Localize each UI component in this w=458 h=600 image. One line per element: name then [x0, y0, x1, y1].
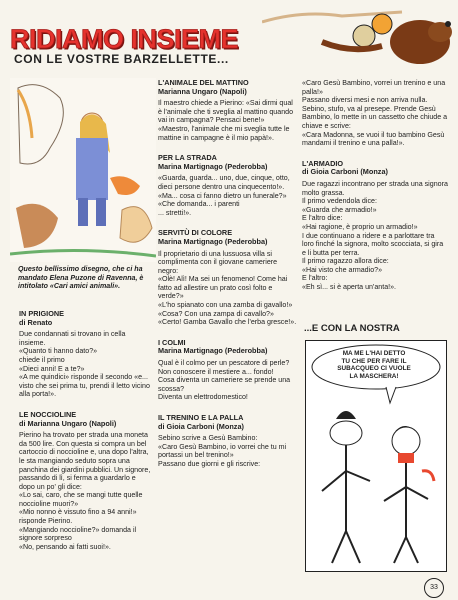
page-number: 33 [424, 578, 444, 598]
speech-bubble-text: MA ME L'HAI DETTO TU CHE PER FARE IL SUBACQUEO CI VUOLE LA MASCHERA! [337, 350, 411, 380]
joke-author: Marina Martignago (Pederobba) [158, 161, 268, 171]
joke-author: Marina Martignago (Pederobba) [158, 346, 268, 356]
page-title: RIDIAMO INSIEME [10, 24, 239, 54]
joke-armadio [302, 160, 448, 292]
header-animals-illustration [262, 2, 458, 74]
joke-text: Il proprietario di una lussuosa villa si complimenta con il giovane cameriere negro: «Olè! Alì! Ma sei un fenomeno! Come hai fatto ad allestire un prato così folto e verde?» «L'ho spianato con una zamba di gavallo!» «Cosa? Con una zampa di cavallo?» «Certo! Gamba Gavallo che l'erba gresce!». [158, 249, 297, 327]
joke-trenino-e-palla [158, 414, 298, 469]
joke-text: «Guarda, guarda... uno, due, cinque, otto, dieci persone dentro una cinquecento!». «Ma... cosa ci fanno dietro un funerale?» «Che domanda... i parenti ... stretti!». [158, 174, 290, 217]
joke-in-prigione [19, 310, 153, 399]
page-subtitle: CON LE VOSTRE BARZELLETTE... [14, 52, 229, 66]
joke-text: «Caro Gesù Bambino, vorrei un trenino e una palla!» Passano diversi mesi e non arriva nulla. Sebino, stufo, va al presepe. Prende Gesù Bambino, lo mette in un cassetto che chiude a chiave e scrive: «Cara Madonna, se vuoi il tuo bambino Gesù mandami il trenino e una palla!». [302, 79, 448, 148]
joke-text: Pierino ha trovato per strada una moneta da 500 lire. Con questa si compra un bel cartoccio di noccioline e, una dopo l'altra, le sta mangiando seduto sopra una panchina dei giardini pubblici. Un signore, passando di lì, si ferma a guardarlo e dopo un po' gli dice: «Lo sai, caro, che se mangi tutte quelle noccioline muori?» «Mio nonno è vissuto fino a 94 anni!» risponde Pierino. «Mangiando noccioline?» domanda il signore sorpreso «No, pensando ai fatti suoi!». [19, 431, 151, 551]
joke-animale-del-mattino [158, 79, 298, 142]
column-1 [19, 310, 153, 563]
column-3 [302, 79, 448, 304]
joke-text: Due ragazzi incontrano per strada una signora molto grassa. Il primo vedendola dice: «Guarda che armadio!» E l'altro dice: «Hai ragione, è proprio un armadio!» I due continuano a ridere e a parlottare tra loro finché la signora, molto scocciata, si gira e li butta per terra. Il primo ragazzo allora dice: «Hai visto che armadio?» E l'altro: «Eh sì... si è aperta un'anta!». [302, 179, 448, 292]
cartoon-panel [305, 340, 447, 572]
joke-author: di Gioia Carboni (Monza) [158, 421, 244, 431]
joke-text: Qual è il colmo per un pescatore di perle? Non conoscere il mestiere a... fondo! Cosa diventa un cameriere se prende una scossa? Diventa un elettrodomestico! [158, 359, 291, 402]
drawing-caption: Questo bellissimo disegno, che ci ha mandato Elena Puzone di Ravenna, è intitolato «Cari amici animali». [18, 265, 144, 291]
joke-title: I COLMI [158, 337, 186, 347]
column-2 [158, 79, 298, 481]
joke-title: LE NOCCIOLINE [19, 409, 77, 419]
child-drawing-illustration [10, 78, 156, 262]
joke-text: Il maestro chiede a Pierino: «Sai dirmi qual è l'animale che ti sveglia al mattino quando vai in campagna? Pensaci bene!» «Maestro, l'animale che mi sveglia tutte le mattine in campagne è il mio papà!». [158, 99, 294, 142]
joke-title: L'ARMADIO [302, 158, 344, 168]
joke-text: Sebino scrive a Gesù Bambino: «Caro Gesù Bambino, io vorrei che tu mi portassi un bel trenino!» Passano due giorni e gli riscrive: [158, 434, 287, 468]
joke-text: Due condannati si trovano in cella insieme. «Quanto ti hanno dato?» chiede il primo «Dieci anni! E a te?» «A me quindici» risponde il secondo «e... visto che sei prima tu, prendi il letto vicino alla porta!». [19, 330, 150, 399]
joke-author: di Marianna Ungaro (Napoli) [19, 418, 117, 428]
joke-le-noccioline [19, 411, 153, 552]
joke-title: L'ANIMALE DEL MATTINO [158, 78, 249, 87]
joke-title: IL TRENINO E LA PALLA [158, 413, 244, 422]
joke-servitu-di-colore [158, 229, 298, 327]
joke-author: di Gioia Carboni (Monza) [302, 167, 388, 177]
joke-per-la-strada [158, 154, 298, 217]
joke-title: PER LA STRADA [158, 153, 217, 163]
joke-author: Marina Martignago (Pederobba) [158, 236, 268, 246]
joke-title: SERVITÙ DI COLORE [158, 228, 233, 238]
joke-i-colmi [158, 339, 298, 402]
joke-author: di Renato [19, 317, 53, 327]
joke-trenino-continued [302, 79, 448, 148]
joke-author: Marianna Ungaro (Napoli) [158, 86, 247, 96]
cartoon-heading: ...E CON LA NOSTRA [304, 323, 400, 334]
joke-title: IN PRIGIONE [19, 309, 65, 318]
